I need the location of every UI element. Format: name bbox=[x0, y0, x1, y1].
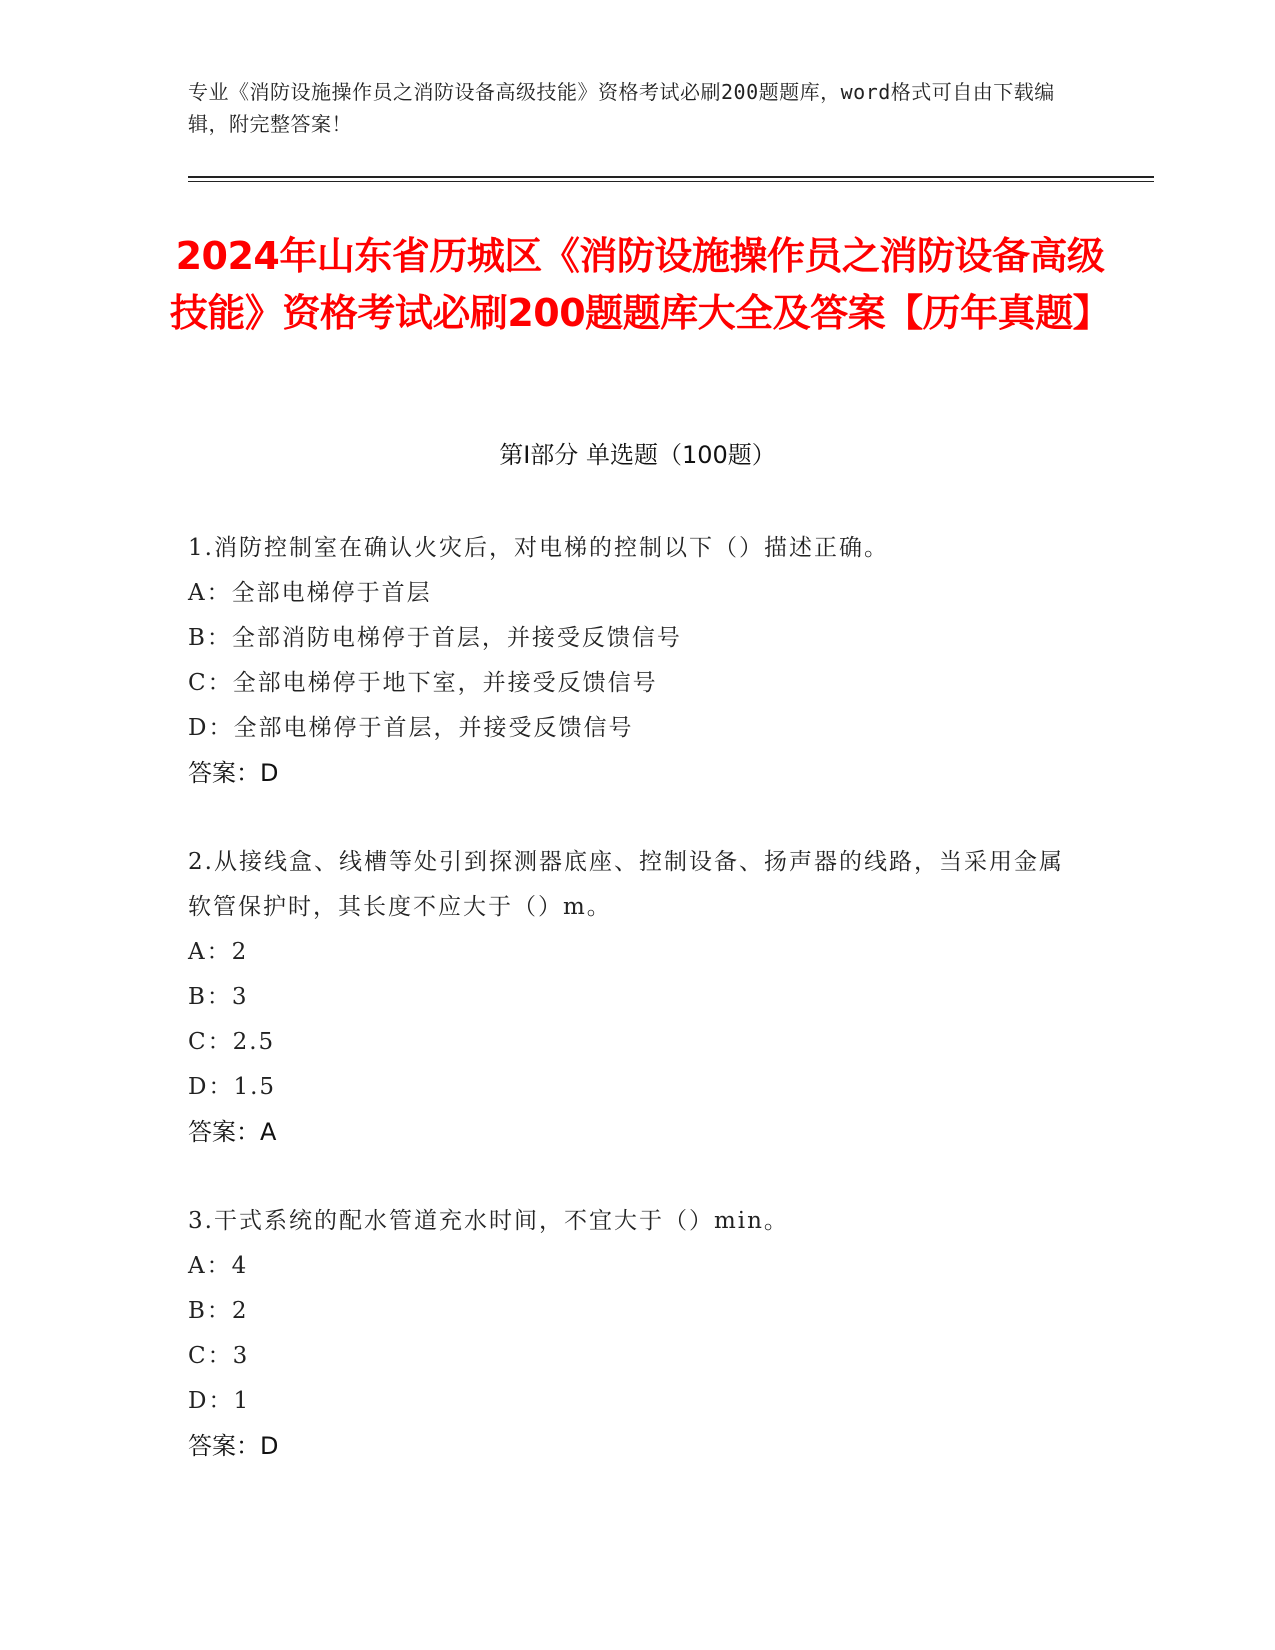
question-text: 1.消防控制室在确认火灾后，对电梯的控制以下（）描述正确。 bbox=[188, 535, 889, 561]
header-divider-thin bbox=[188, 181, 1154, 182]
option-c: C：3 bbox=[188, 1343, 250, 1369]
question-list bbox=[188, 526, 1088, 1513]
option-a: A：全部电梯停于首层 bbox=[188, 580, 432, 606]
section-heading: 第I部分 单选题（100题） bbox=[499, 441, 776, 469]
option-c: C：2.5 bbox=[188, 1029, 276, 1055]
answer: 答案：D bbox=[188, 1432, 279, 1460]
option-b: B：2 bbox=[188, 1298, 249, 1324]
question-text: 3.干式系统的配水管道充水时间，不宜大于（）min。 bbox=[188, 1208, 789, 1234]
option-d: D：全部电梯停于首层，并接受反馈信号 bbox=[188, 715, 634, 741]
answer: 答案：A bbox=[188, 1118, 277, 1146]
answer: 答案：D bbox=[188, 759, 279, 787]
header-divider-thick bbox=[188, 176, 1154, 178]
question-2 bbox=[188, 840, 1088, 1155]
option-a: A：4 bbox=[188, 1253, 249, 1279]
option-b: B：全部消防电梯停于首层，并接受反馈信号 bbox=[188, 625, 682, 651]
option-d: D：1 bbox=[188, 1388, 251, 1414]
option-c: C：全部电梯停于地下室，并接受反馈信号 bbox=[188, 670, 658, 696]
question-text: 2.从接线盒、线槽等处引到探测器底座、控制设备、扬声器的线路，当采用金属软管保护时，其长度不应大于（）m。 bbox=[188, 849, 1064, 920]
option-d: D：1.5 bbox=[188, 1074, 277, 1100]
option-b: B：3 bbox=[188, 984, 249, 1010]
question-1 bbox=[188, 526, 1088, 796]
option-a: A：2 bbox=[188, 939, 249, 965]
document-title: 2024年山东省历城区《消防设施操作员之消防设备高级技能》资格考试必刷200题题库大全及答案【历年真题】 bbox=[169, 234, 1111, 335]
header-note: 专业《消防设施操作员之消防设备高级技能》资格考试必刷200题题库，word格式可自由下载编辑，附完整答案！ bbox=[188, 80, 1055, 136]
question-3 bbox=[188, 1199, 1088, 1469]
